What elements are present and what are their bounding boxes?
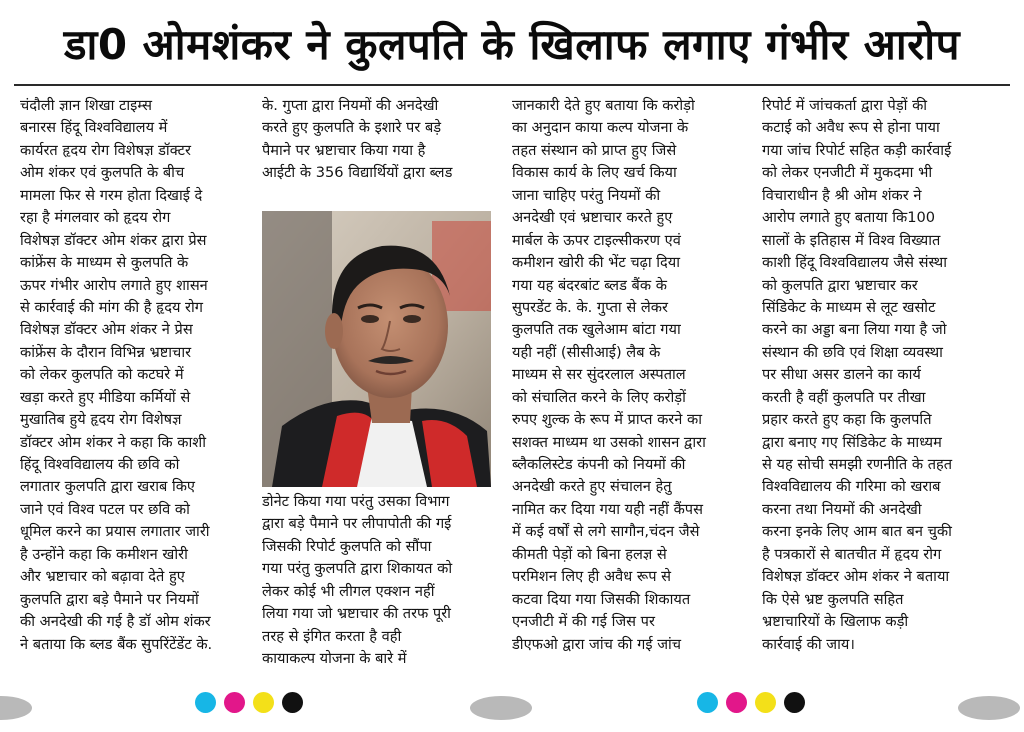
text-line: जाने एवं विश्व पटल पर छवि को xyxy=(20,500,190,518)
text-line: कि ऐसे भ्रष्ट कुलपति सहित xyxy=(762,590,904,608)
black-dot xyxy=(282,692,303,713)
text-line: डॉक्टर ओम शंकर ने कहा कि काशी xyxy=(20,433,206,451)
text-line: से यह सोची समझी रणनीति के तहत xyxy=(762,456,953,473)
text-line: गया परंतु कुलपति द्वारा शिकायत को xyxy=(262,560,453,578)
text-line: विशेषज्ञ डॉक्टर ओम शंकर ने प्रेस xyxy=(20,321,193,339)
cyan-dot xyxy=(195,692,216,713)
text-line: कुलपति द्वारा बड़े पैमाने पर नियमों xyxy=(20,590,199,608)
text-line: हिंदू विश्वविद्यालय की छवि को xyxy=(20,456,180,473)
text-line: करना इनके लिए आम बात बन चुकी xyxy=(762,523,952,541)
registration-dots-left xyxy=(195,692,303,713)
text-line: द्वारा बड़े पैमाने पर लीपापोती की गई xyxy=(262,515,452,533)
registration-oval-center xyxy=(470,696,532,720)
text-line: करने का अड्डा बना लिया गया है जो xyxy=(762,321,947,339)
text-line: अनदेखी एवं भ्रष्टाचार करते हुए xyxy=(512,209,673,227)
text-line: परमिशन लिए ही अवैध रूप से xyxy=(512,568,671,586)
text-line: का अनुदान काया कल्प योजना के xyxy=(512,119,689,137)
text-line: तरह से इंगित करता है वही xyxy=(262,627,402,645)
text-line: को संचालित करने के लिए करोड़ों xyxy=(512,388,686,406)
text-line: द्वारा बनाए गए सिंडिकेट के माध्यम xyxy=(762,433,942,451)
text-line: लगातार कुलपति द्वारा खराब किए xyxy=(20,478,196,496)
black-dot xyxy=(784,692,805,713)
registration-oval-left xyxy=(0,696,32,720)
text-line: पैमाने पर भ्रष्टाचार किया गया है xyxy=(262,141,426,159)
text-line: विश्वविद्यालय की गरिमा को खराब xyxy=(762,478,941,496)
text-line: ब्लैकलिस्टेड कंपनी को नियमों की xyxy=(512,456,686,473)
text-line: अनदेखी करते हुए संचालन हेतु xyxy=(512,478,672,496)
text-line: गया यह बंदरबांट ब्लड बैंक के xyxy=(512,276,667,294)
text-line: है पत्रकारों से बातचीत में हृदय रोग xyxy=(762,545,942,563)
registration-dots-right xyxy=(697,692,805,713)
text-line: काशी हिंदू विश्वविद्यालय जैसे संस्था xyxy=(762,254,948,272)
text-line: माध्यम से सर सुंदरलाल अस्पताल xyxy=(512,366,686,384)
magenta-dot xyxy=(224,692,245,713)
text-line: कटवा दिया गया जिसकी शिकायत xyxy=(512,590,691,608)
text-line: बनारस हिंदू विश्वविद्यालय में xyxy=(20,119,168,137)
text-line: करते हुए कुलपति के इशारे पर बड़े xyxy=(262,119,442,137)
article-column-1 xyxy=(20,95,242,656)
text-line: कांफ्रेंस के दौरान विभिन्न भ्रष्टाचार xyxy=(20,343,192,361)
text-line: से कार्रवाई की मांग की है हृदय रोग xyxy=(20,298,204,316)
text-line: और भ्रष्टाचार को बढ़ावा देते हुए xyxy=(20,568,185,586)
text-line: जाना चाहिए परंतु नियमों की xyxy=(512,186,661,204)
text-line: विशेषज्ञ डॉक्टर ओम शंकर द्वारा प्रेस xyxy=(20,231,207,249)
headline: डा0 ओमशंकर ने कुलपति के खिलाफ लगाए गंभीर आरोप xyxy=(63,19,961,69)
text-line: करती है वहीं कुलपति पर तीखा xyxy=(762,388,926,406)
cyan-dot xyxy=(697,692,718,713)
text-line: भ्रष्टाचारियों के खिलाफ कड़ी xyxy=(762,613,909,631)
text-line: खड़ा करते हुए मीडिया कर्मियों से xyxy=(20,388,191,406)
text-line: रुपए शुल्क के रूप में प्राप्त करने का xyxy=(512,411,702,429)
text-line: प्रहार करते हुए कहा कि कुलपति xyxy=(762,411,932,429)
text-line: पर सीधा असर डालने का कार्य xyxy=(762,366,921,384)
text-line: कांफ्रेंस के माध्यम से कुलपति के xyxy=(20,254,189,272)
text-line: जानकारी देते हुए बताया कि करोड़ो xyxy=(512,97,695,114)
text-line: सिंडिकेट के माध्यम से लूट खसोट xyxy=(762,298,936,316)
text-line: सशक्त माध्यम था उसको शासन द्वारा xyxy=(512,433,706,451)
text-line: चंदौली ज्ञान शिखा टाइम्स xyxy=(20,97,152,114)
text-line: रहा है मंगलवार को हृदय रोग xyxy=(20,209,171,227)
text-line: ओम शंकर एवं कुलपति के बीच xyxy=(20,164,185,182)
text-line: सुपरडेंट के. के. गुप्ता से लेकर xyxy=(512,298,668,316)
text-line: विचाराधीन है श्री ओम शंकर ने xyxy=(762,186,922,204)
text-line: एनजीटी में की गई जिस पर xyxy=(512,613,655,631)
text-line: मामला फिर से गरम होता दिखाई दे xyxy=(20,186,203,204)
text-line: ने बताया कि ब्लड बैंक सुपरिंटेंडेंट के. xyxy=(20,635,213,653)
text-line: कार्यरत हृदय रोग विशेषज्ञ डॉक्टर xyxy=(20,141,191,159)
magenta-dot xyxy=(726,692,747,713)
text-line: यही नहीं (सीसीआई) लैब के xyxy=(512,343,661,361)
portrait-illustration xyxy=(262,211,491,487)
text-line: करना तथा नियमों की अनदेखी xyxy=(762,500,922,518)
text-line: कमीशन खोरी की भेंट चढ़ा दिया xyxy=(512,254,681,272)
text-line: की अनदेखी की गई है डॉ ओम शंकर xyxy=(20,613,211,631)
text-line: आईटी के 356 विद्यार्थियों द्वारा ब्लड xyxy=(262,164,453,182)
text-line: लिया गया जो भ्रष्टाचार की तरफ पूरी xyxy=(262,605,451,623)
text-line: सालों के इतिहास में विश्व विख्यात xyxy=(762,231,941,249)
text-line: रिपोर्ट में जांचकर्ता द्वारा पेड़ों की xyxy=(762,97,928,114)
text-line: गया जांच रिपोर्ट सहित कड़ी कार्रवाई xyxy=(762,141,952,159)
text-line: में कई वर्षों से लगे सागौन,चंदन जैसे xyxy=(512,523,700,541)
yellow-dot xyxy=(755,692,776,713)
text-line: डोनेट किया गया परंतु उसका विभाग xyxy=(262,493,450,510)
text-line: लेकर कोई भी लीगल एक्शन नहीं xyxy=(262,582,435,600)
text-line: के. गुप्ता द्वारा नियमों की अनदेखी xyxy=(262,97,439,114)
text-line: कायाकल्प योजना के बारे में xyxy=(262,650,407,668)
text-line: को लेकर एनजीटी में मुकदमा भी xyxy=(762,164,933,182)
text-line: तहत संस्थान को प्राप्त हुए जिसे xyxy=(512,141,677,159)
article-column-2-bottom xyxy=(262,491,492,671)
yellow-dot xyxy=(253,692,274,713)
text-line: आरोप लगाते हुए बताया कि100 xyxy=(762,209,936,227)
text-line: डीएफओ द्वारा जांच की गई जांच xyxy=(512,635,682,653)
article-column-2-top xyxy=(262,95,492,185)
text-line: कार्रवाई की जाय। xyxy=(762,635,855,653)
text-line: संस्थान की छवि एवं शिक्षा व्यवस्था xyxy=(762,343,943,361)
text-line: कटाई को अवैध रूप से होना पाया xyxy=(762,119,940,137)
text-line: विशेषज्ञ डॉक्टर ओम शंकर ने बताया xyxy=(762,568,950,586)
registration-oval-right xyxy=(958,696,1020,720)
text-line: है उन्होंने कहा कि कमीशन खोरी xyxy=(20,545,188,563)
text-line: मुखातिब हुये हृदय रोग विशेषज्ञ xyxy=(20,411,182,429)
text-line: कीमती पेड़ों को बिना हलज्ञ से xyxy=(512,545,667,563)
text-line: विकास कार्य के लिए खर्च किया xyxy=(512,164,677,182)
text-line: ऊपर गंभीर आरोप लगाते हुए शासन xyxy=(20,276,208,294)
article-column-3 xyxy=(512,95,748,656)
text-line: धूमिल करने का प्रयास लगातार जारी xyxy=(20,523,210,541)
text-line: नामित कर दिया गया यही नहीं कैंपस xyxy=(512,500,703,518)
text-line: मार्बल के ऊपर टाइल्सीकरण एवं xyxy=(512,231,681,249)
text-line: कुलपति तक खुलेआम बांटा गया xyxy=(512,321,681,339)
portrait-photo xyxy=(262,211,491,487)
article-column-4 xyxy=(762,95,998,656)
text-line: को लेकर कुलपति को कटघरे में xyxy=(20,366,184,384)
text-line: जिसकी रिपोर्ट कुलपति को सौंपा xyxy=(262,537,432,555)
text-line: को कुलपति द्वारा भ्रष्टाचार कर xyxy=(762,276,918,294)
headline-rule xyxy=(14,84,1010,86)
